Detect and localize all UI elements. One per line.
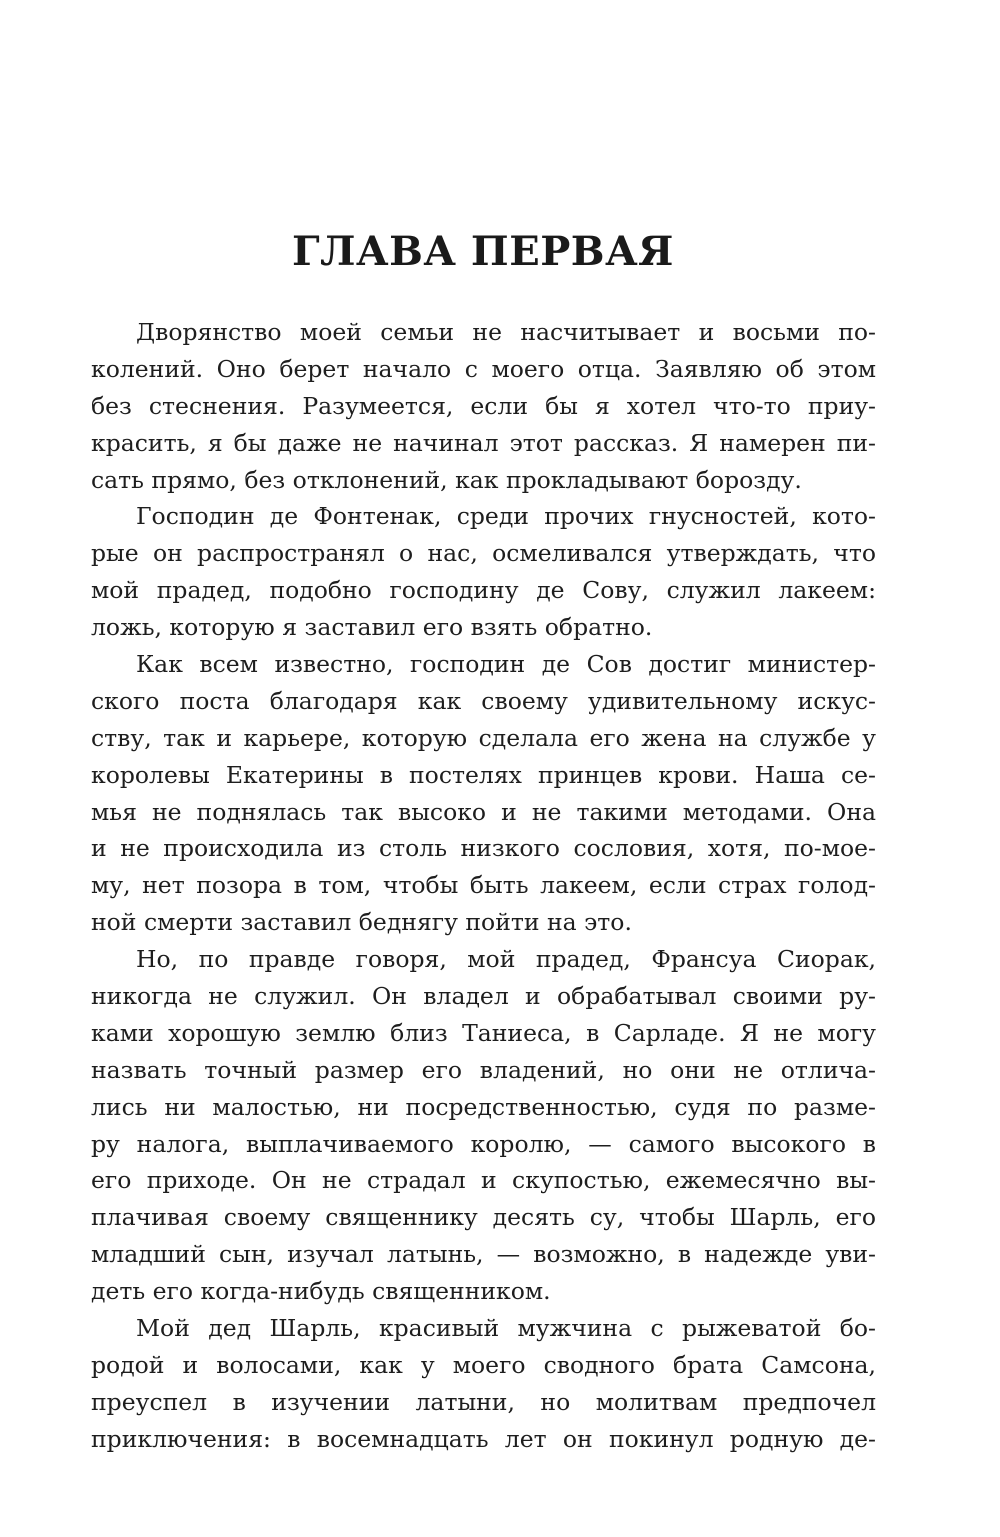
text-line: Но, по правде говоря, мой прадед, Франсуа Сиорак, [136,945,876,974]
text-line: сать прямо, без отклонений, как прокладывают борозду. [91,465,802,494]
text-line: ру налога, выплачиваемого королю, — самого высокого в [91,1129,876,1158]
text-line: младший сын, изучал латынь, — возможно, в надежде уви- [91,1240,876,1269]
text-line: ского поста благодаря как своему удивительному искус- [91,686,876,715]
text-line: его приходе. Он не страдал и скупостью, ежемесячно вы- [91,1166,876,1195]
text-line: ной смерти заставил беднягу пойти на это. [91,908,632,937]
text-line: Дворянство моей семьи не насчитывает и восьми по- [136,318,876,346]
text-line: ками хорошую землю близ Таниеса, в Сарладе. Я не могу [91,1018,876,1047]
text-line: никогда не служил. Он владел и обрабатывал своими ру- [91,982,876,1011]
text-line: му, нет позора в том, чтобы быть лакеем, если страх голод- [91,871,876,900]
text-line: рые он распространял о нас, осмеливался утверждать, что [91,539,876,568]
text-line: королевы Екатерины в постелях принцев крови. Наша се- [91,760,876,789]
text-line: назвать точный размер его владений, но они не отлича- [91,1055,876,1084]
text-line: деть его когда-нибудь священником. [91,1277,551,1306]
chapter-title: ГЛАВА ПЕРВАЯ [292,228,674,275]
text-line: мой прадед, подобно господину де Сову, служил лакеем: [91,576,876,605]
text-line: лись ни малостью, ни посредственностью, судя по разме- [91,1092,876,1121]
text-line: плачивая своему священнику десять су, чтобы Шарль, его [91,1203,876,1232]
text-line: ложь, которую я заставил его взять обратно. [91,613,653,642]
text-line: приключения: в восемнадцать лет он покинул родную де- [91,1424,876,1453]
text-line: преуспел в изучении латыни, но молитвам предпочел [91,1387,876,1416]
text-line: мья не поднялась так высоко и не такими методами. Она [91,797,876,826]
text-line: и не происходила из столь низкого сословия, хотя, по-мое- [91,834,876,863]
body-text [91,314,876,1458]
text-line: без стеснения. Разумеется, если бы я хотел что-то приу- [91,391,876,420]
text-line: Мой дед Шарль, красивый мужчина с рыжеватой бо- [136,1314,876,1343]
text-line: Как всем известно, господин де Сов достиг министер- [136,650,876,679]
text-line: ству, так и карьере, которую сделала его жена на службе у [91,723,876,752]
text-line: колений. Оно берет начало с моего отца. Заявляю об этом [91,354,876,383]
text-line: красить, я бы даже не начинал этот рассказ. Я намерен пи- [91,428,876,457]
text-line: родой и волосами, как у моего сводного брата Самсона, [91,1350,876,1379]
text-line: Господин де Фонтенак, среди прочих гнусностей, кото- [136,502,876,531]
